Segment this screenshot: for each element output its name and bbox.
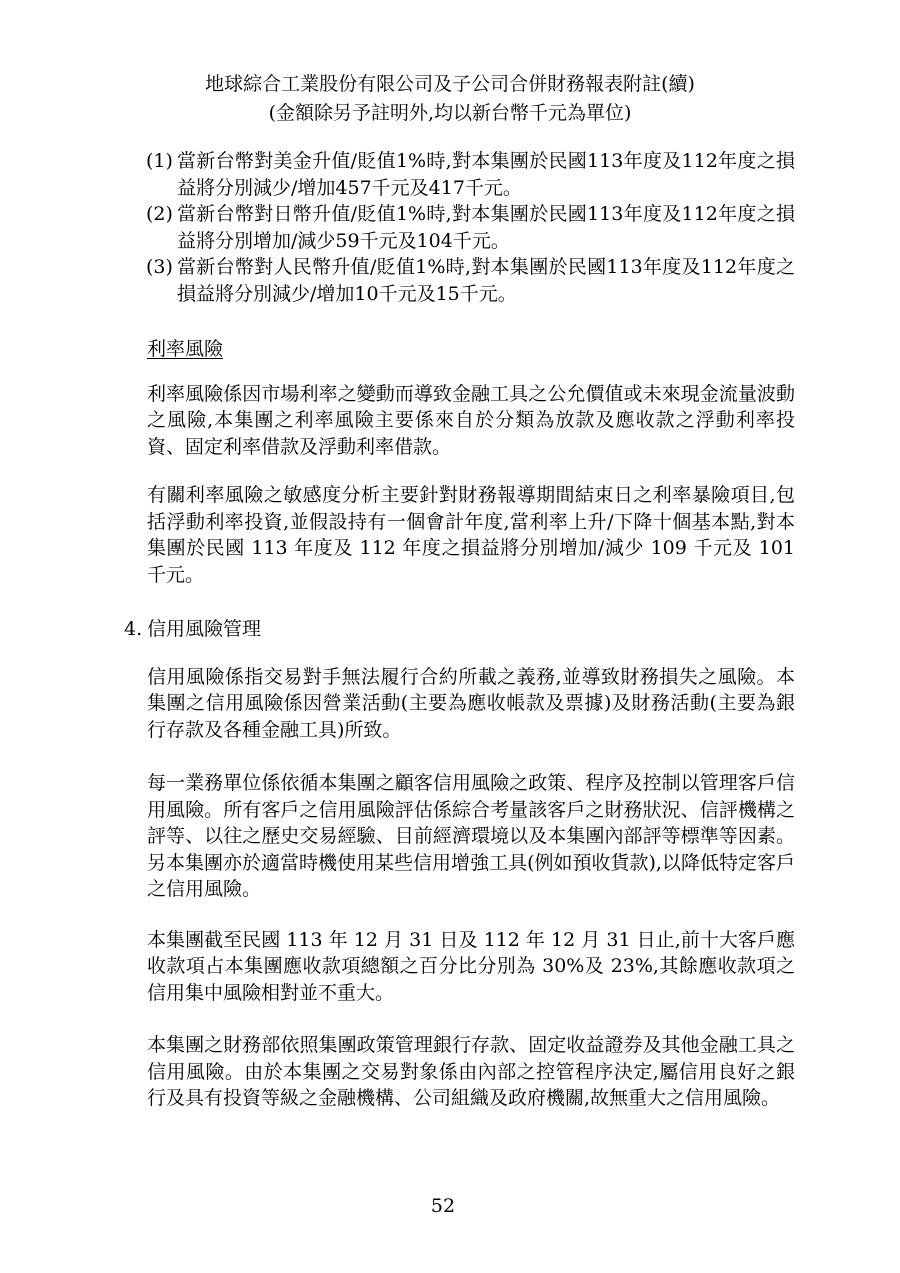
page-number: 52: [430, 1195, 456, 1217]
list-item-text: 當新台幣對日幣升值/貶值1%時,對本集團於民國113年度及112年度之損益將分別增加/減少59千元及104千元。: [177, 203, 795, 252]
credit-risk-paragraph-3: 本集團截至民國 113 年 12 月 31 日及 112 年 12 月 31 日止,前十大客戶應收款項占本集團應收款項總額之百分比分別為 30%及 23%,其餘應收款項之信用集中風險相對並不重大。: [147, 928, 795, 1004]
list-item: [146, 201, 795, 254]
list-item-text: 當新台幣對美金升值/貶值1%時,對本集團於民國113年度及112年度之損益將分別減少/增加457千元及417千元。: [177, 150, 795, 199]
credit-risk-paragraph-2: 每一業務單位係依循本集團之顧客信用風險之政策、程序及控制以管理客戶信用風險。所有客戶之信用風險評估係綜合考量該客戶之財務狀況、信評機構之評等、以往之歷史交易經驗、目前經濟環境以及本集團內部評等標準等因素。另本集團亦於適當時機使用某些信用增強工具(例如預收貨款),以降低特定客戶之信用風險。: [147, 772, 795, 900]
interest-rate-paragraph-2: 有關利率風險之敏感度分析主要針對財務報導期間結束日之利率暴險項目,包括浮動利率投資,並假設持有一個會計年度,當利率上升/下降十個基本點,對本集團於民國 113 年度及 112 年度之損益將分別增加/減少 109 千元及 101 千元。: [147, 484, 795, 586]
fx-sensitivity-list: [0, 148, 900, 307]
doc-subtitle: (金額除另予註明外,均以新台幣千元為單位): [268, 102, 632, 124]
interest-rate-paragraph-1: 利率風險係因市場利率之變動而導致金融工具之公允價值或未來現金流量波動之風險,本集團之利率風險主要係來自於分類為放款及應收款之浮動利率投資、固定利率借款及浮動利率借款。: [147, 382, 795, 458]
credit-risk-section-heading: [124, 616, 795, 643]
list-item-marker: (1): [146, 150, 173, 172]
interest-rate-risk-heading: 利率風險: [147, 338, 224, 360]
credit-risk-paragraph-4: 本集團之財務部依照集團政策管理銀行存款、固定收益證券及其他金融工具之信用風險。由於本集團之交易對象係由內部之控管程序決定,屬信用良好之銀行及具有投資等級之金融機構、公司組織及政府機關,故無重大之信用風險。: [147, 1034, 795, 1109]
list-item-marker: (3): [146, 256, 173, 278]
list-item: [146, 254, 795, 307]
section-number: 4.: [124, 618, 143, 640]
list-item-text: 當新台幣對人民幣升值/貶值1%時,對本集團於民國113年度及112年度之損益將分別減少/增加10千元及15千元。: [177, 256, 795, 305]
list-item: [146, 148, 795, 201]
doc-title: 地球綜合工業股份有限公司及子公司合併財務報表附註(續): [205, 73, 695, 95]
document-header: [0, 0, 900, 128]
section-title: 信用風險管理: [147, 618, 262, 640]
list-item-marker: (2): [146, 203, 173, 225]
credit-risk-paragraph-1: 信用風險係指交易對手無法履行合約所載之義務,並導致財務損失之風險。本集團之信用風險係因營業活動(主要為應收帳款及票據)及財務活動(主要為銀行存款及各種金融工具)所致。: [147, 665, 795, 741]
